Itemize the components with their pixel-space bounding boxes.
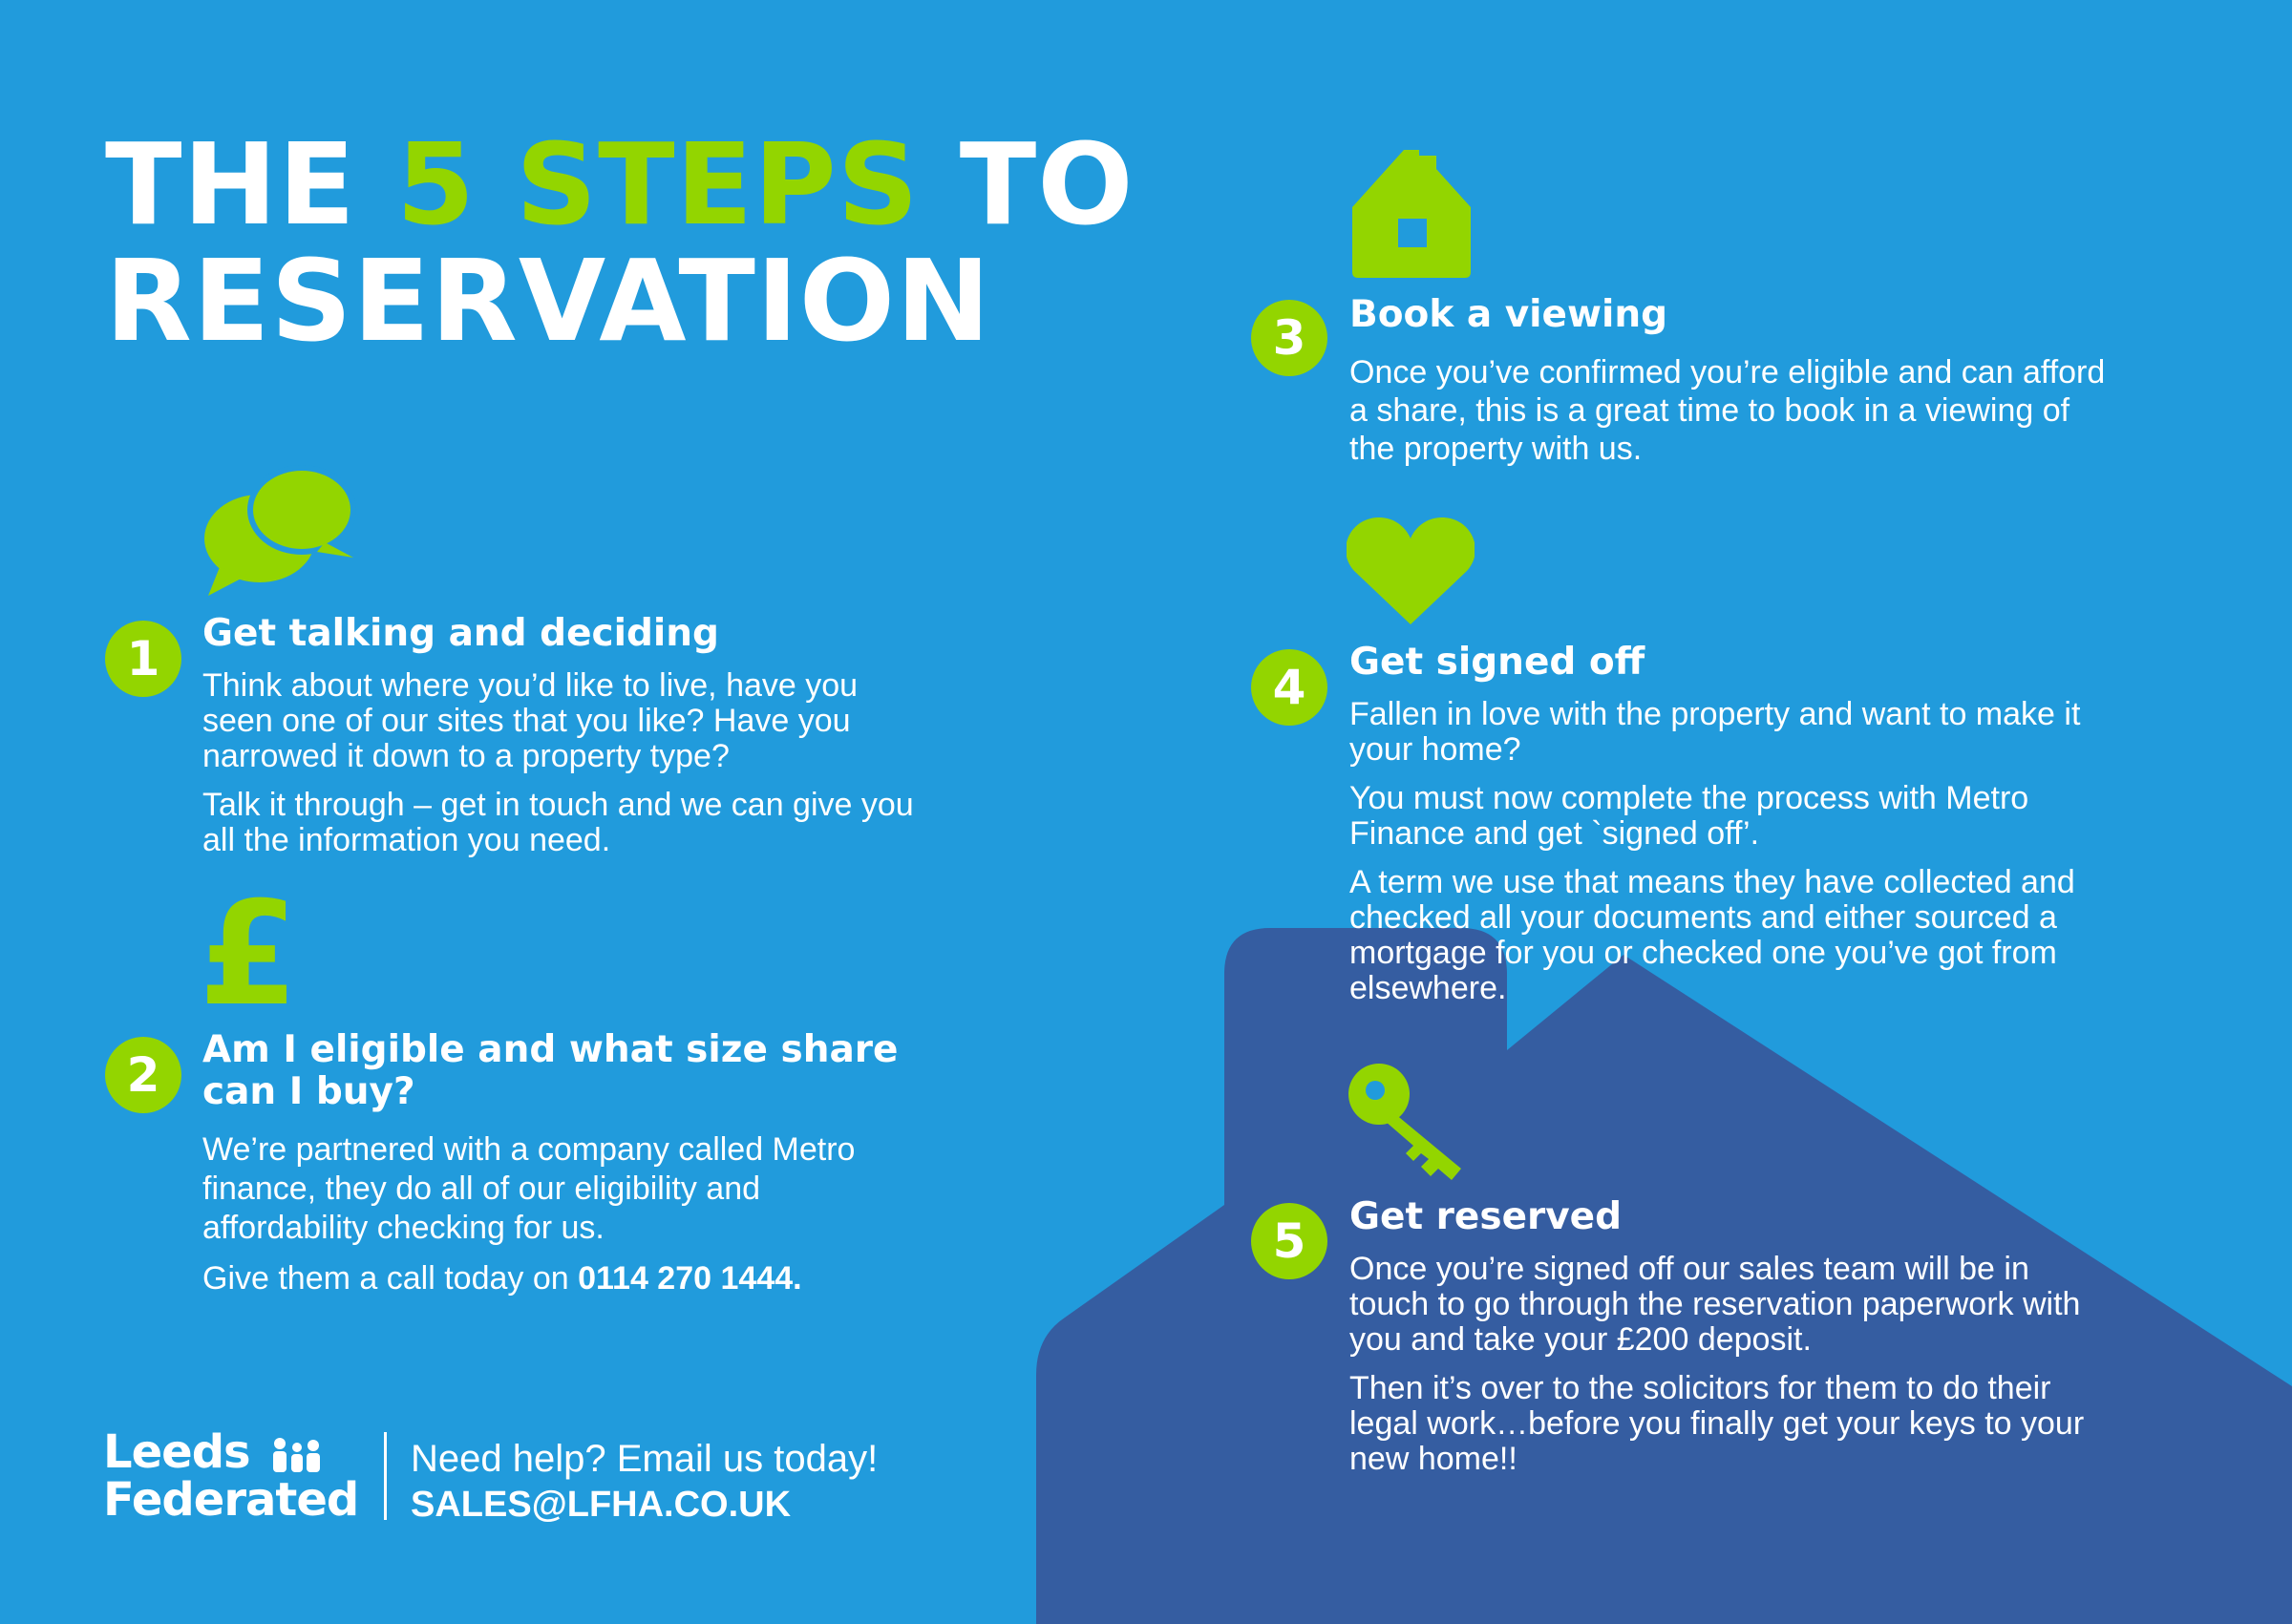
step-heading: Am I eligible and what size share can I buy? [202,1028,899,1113]
step-text: We’re partnered with a company called Metro finance, they do all of our eligibility and affordability checking for us. [202,1131,856,1246]
help-text: Need help? Email us today! [411,1438,879,1480]
step-number-1: 1 [105,621,181,697]
step-text: You must now complete the process with Metro Finance and get `signed off’. [1349,780,2029,852]
step-4 [1349,642,2113,1020]
step-heading: Get signed off [1349,641,1645,684]
step-number-5: 5 [1251,1203,1327,1279]
speech-bubbles-icon [202,462,357,598]
step-number-2: 2 [105,1037,181,1113]
step-5 [1349,1196,2113,1490]
leeds-federated-logo: Leeds Federated [103,1425,359,1527]
footer-divider [384,1432,387,1520]
help-block [411,1437,878,1527]
key-icon [1347,1062,1471,1184]
title-highlight: 5 STEPS [395,118,920,250]
step-text: Fallen in love with the property and want to make it your home? [1349,696,2081,768]
step-text: Once you’ve confirmed you’re eligible and can afford a share, this is a great time to book in a viewing of the property with us. [1349,354,2106,467]
step-number-3: 3 [1251,300,1327,376]
people-icon [270,1436,324,1474]
step-1 [202,613,928,872]
house-icon [1348,148,1475,278]
phone-number[interactable]: 0114 270 1444. [578,1260,802,1297]
step-number-4: 4 [1251,649,1327,726]
step-heading: Get talking and deciding [202,612,719,655]
email-link[interactable]: SALES@LFHA.CO.UK [411,1485,792,1525]
step-call-text: Give them a call today on 0114 270 1444. [202,1260,802,1297]
step-heading: Book a viewing [1349,293,1668,336]
heart-icon [1347,516,1475,626]
step-text: A term we use that means they have collected and checked all your documents and either sourced a mortgage for you or checked one you’ve got from elsewhere. [1349,864,2075,1006]
step-2 [202,1029,928,1310]
page-title: THE 5 STEPS TO RESERVATION [105,118,1135,367]
step-text: Once you’re signed off our sales team will be in touch to go through the reservation paperwork with you and take your £200 deposit. [1349,1251,2081,1358]
step-text: Talk it through – get in touch and we can give you all the information you need. [202,787,914,858]
step-text: Think about where you’d like to live, have you seen one of our sites that you like? Have you narrowed it down to a property type? [202,667,859,774]
step-3 [1349,294,2113,481]
pound-icon: £ [199,872,299,1038]
step-text: Then it’s over to the solicitors for them to do their legal work…before you finally get your keys to your new home!! [1349,1370,2085,1477]
step-heading: Get reserved [1349,1195,1623,1238]
